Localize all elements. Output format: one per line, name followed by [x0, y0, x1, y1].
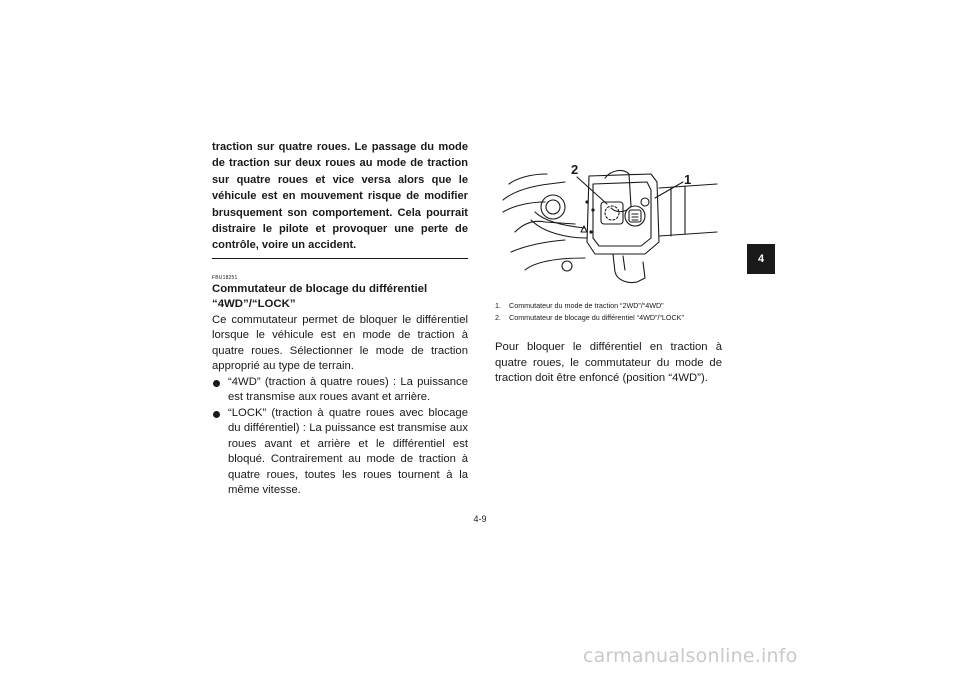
bullet-text: “4WD” (traction à quatre roues) : La puissance est transmise aux roues avant et arrière. [228, 375, 468, 404]
caption-number: 1. [495, 301, 501, 310]
caption-text: Commutateur du mode de traction “2WD”/“4WD” [509, 301, 664, 310]
callout-2-label: 2 [571, 162, 579, 177]
bullet-item-4wd [212, 375, 468, 406]
left-column [212, 139, 468, 499]
caption-text: Commutateur de blocage du différentiel “4WD”/“LOCK” [509, 313, 684, 322]
chapter-tab: 4 [747, 244, 775, 274]
caption-1 [495, 300, 735, 312]
caption-2 [495, 312, 735, 324]
watermark: carmanualsonline.info [583, 645, 798, 667]
page-number: 4-9 [473, 514, 487, 524]
bullet-text: “LOCK” (traction à quatre roues avec blocage du différentiel) : La puissance est transmise aux roues avant et arrière et le différentiel est bloqué. Contrairement au mode de traction à quatre roues, toutes les roues tournent à la même vitesse. [228, 406, 468, 497]
section-heading: Commutateur de blocage du différentiel “4WD”/“LOCK” [212, 282, 428, 310]
callout-1-label: 1 [684, 172, 692, 187]
warning-text: traction sur quatre roues. Le passage du mode de traction sur deux roues au mode de traction sur quatre roues et vice versa alors que le véhicule est en mouvement risque de modifier brusquement son comportement. Cela pourrait distraire le pilote et provoquer une perte de contrôle, voire un accident. [212, 141, 468, 252]
intro-text: Ce commutateur permet de bloquer le différentiel lorsque le véhicule est en mode de traction à quatre roues. Sélectionner le mode de traction approprié au type de terrain. [212, 313, 468, 373]
switch-drawing [495, 162, 721, 290]
bullet-item-lock [212, 406, 468, 499]
caption-number: 2. [495, 313, 501, 322]
bullet-dot-icon [213, 411, 220, 418]
warning-divider [212, 258, 468, 259]
bullet-dot-icon [213, 380, 220, 387]
figure-captions [495, 300, 735, 324]
lock-instruction-text: Pour bloquer le différentiel en traction à quatre roues, le commutateur du mode de traction doit être enfoncé (position “4WD”). [495, 341, 722, 384]
handlebar-switch-illustration [495, 162, 721, 290]
bullet-list [212, 375, 468, 499]
section-code: FBU18251 [212, 274, 238, 281]
